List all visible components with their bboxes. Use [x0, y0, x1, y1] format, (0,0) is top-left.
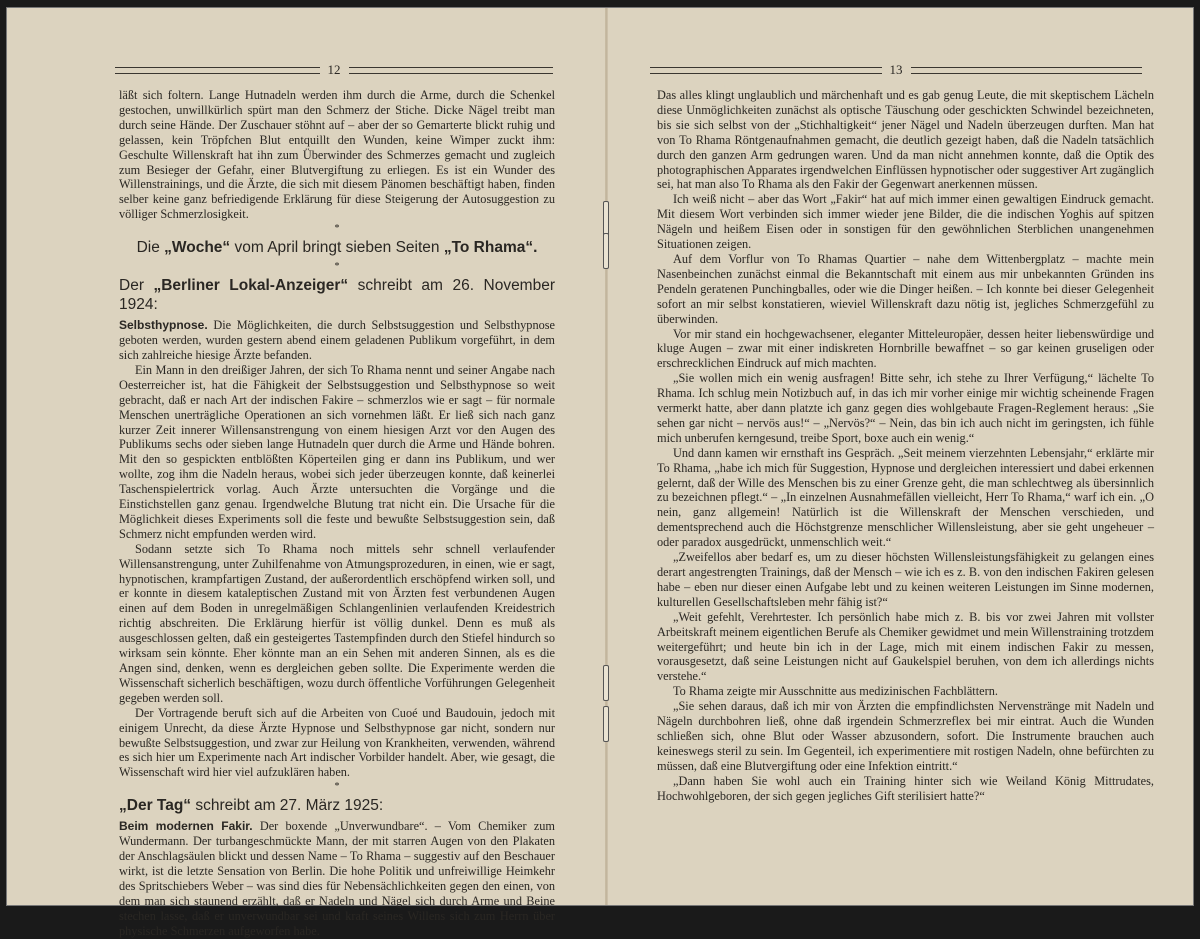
der-tag-paragraph: Beim modernen Fakir. Der boxende „Unverwundbare“. – Vom Chemiker zum Wundermann. Der turbangeschmückte Mann, der mit starren Augen von den Plakaten der Anschlagsäulen blickt und dessen Name – To Rhama – suggestiv auf den Beschauer wirkt, ist die letzte Sensation von Berlin. Die hohe Politik und unfreiwillige Heimkehr des Spritschiebers Weber – was sind dies für Nebensächlichkeiten gegen den einen, von dem man sich staunend erzählt, daß er Nadeln und Nägel sich durch Arme und Beine stechen lasse, daß er unverwundbar sei und kraft seines Willens sich zum Herrn über physische Schmerzen aufgeworfen habe. — [119, 819, 555, 938]
divider-star: * — [334, 223, 340, 235]
lokal-paragraph: Der Vortragende beruft sich auf die Arbeiten von Cuoé und Baudouin, jedoch mit einigem Unrecht, da diese Ärzte Hypnose und Selbsthypnose gar nicht, sondern nur bewußte Selbstsuggestion, und zwar zur Heilung von Krankheiten, verwenden, während es sich hier um Experimente nach Art indischer Vorbilder handelt. Aber, wie gesagt, die Wissenschaft wird hier viel aufzuklären haben. — [119, 705, 555, 780]
lokal-paragraph: Selbsthypnose. Die Möglichkeiten, die durch Selbstsuggestion und Selbsthypnose geboten werden, wurden gestern abend einem geladenen Publikum vorgeführt, in dem sich zahlreiche hiesige Ärzte befanden. — [119, 318, 555, 362]
paragraph: „Dann haben Sie wohl auch ein Training hinter sich wie Weiland König Mittrudates, Hochwohlgeboren, der sich gegen jegliches Gift sterilisiert hatte?“ — [657, 773, 1154, 803]
header-rule — [115, 67, 320, 74]
book-spread — [6, 7, 1194, 938]
page-header — [115, 60, 553, 80]
divider-star: * — [334, 781, 340, 793]
header-rule — [911, 67, 1143, 74]
paragraph: „Sie wollen mich ein wenig ausfragen! Bitte sehr, ich stehe zu Ihrer Verfügung,“ lächelte To Rhama. Ich schlug mein Notizbuch auf, in das ich mir vorher einige mir wichtig scheinende Fragen vermerkt hatte, aber dann platzte ich ganz gegen dies wohlgebaute Fragen-Reglement heraus: „Sie sehen gar nicht – nervös aus!“ – „Nervös?“ – Nein, das bin ich auch nicht im geringsten, ich fühle mich unberufen kerngesund, treibe Sport, boxe auch ein wenig.“ — [657, 371, 1154, 445]
paragraph: „Sie sehen daraus, daß ich mir von Ärzten die empfindlichsten Nervenstränge mit Nadeln und Nägeln durchbohren ließ, ohne daß irgendein Schmerzreflex bei mir eintrat. Auch die Wunden schließen sich, ohne Blut oder Wasser abzusondern, sofort. Die Instrumente brauchen auch keineswegs steril zu sein. Im Gegenteil, ich experimentiere mit rostigen Nadeln, ohne befürchten zu müssen, daß eine Blutvergiftung oder eine Infektion eintritt.“ — [657, 699, 1154, 773]
header-rule — [349, 67, 554, 74]
lokal-paragraph: Ein Mann in den dreißiger Jahren, der sich To Rhama nennt und seiner Angabe nach Oesterreicher ist, hat die Fähigkeit der Selbstsuggestion und Selbsthypnose so weit gebracht, daß er nach Art der indischen Fakire – schmerzlos wie er sagt – für normale Menschen unerträgliche Operationen an sich vornehmen läßt. Er ließ sich nach ganz kurzer Zeit innerer Willensanstrengung von einem hiesigen Arzt vor den Augen des Publikums sechs oder sieben lange Hutnadeln quer durch die Arme und Hände bohren. Mit den so gespickten entblößten Köperteilen ging er dann ins Publikum, und wer wollte, zog ihm die Nadeln heraus, wobei sich jeder überzeugen konnte, daß keinerlei Taschenspielertrick vorlag. Auch Ärzte untersuchten die Vorgänge und die Einstichstellen ganz genau. Irgendwelche Blutung trat nicht ein. Die Ursache für die Möglichkeit dieses Experiments soll die feste und bewußte Selbstsuggestion sein, daß Schmerz nicht empfunden werden wird. — [119, 362, 555, 541]
paragraph: To Rhama zeigte mir Ausschnitte aus medizinischen Fachblättern. — [673, 684, 998, 699]
intro-paragraph: läßt sich foltern. Lange Hutnadeln werden ihm durch die Arme, durch die Schenkel gestochen, unwillkürlich spürt man den Schmerz der Stiche. Dicke Nägel treibt man durch seine Hände. Der Zuschauer stöhnt auf – aber der so Gemarterte blickt ruhig und gelassen, kein Tröpfchen Blut entquillt den Wunden, keine Wimper zuckt ihm: Geschulte Willenskraft hat ihn zum Überwinder des Schmerzes gemacht und zugleich zum Besieger der Gefahr, einer Blutvergiftung zu erliegen. Es ist ein Wunder des Willenstrainings, und die Ärzte, die sich mit diesem Pänomen beschäftigt haben, finden selber keine ganz befriedigende Erklärung für diese Steigerung der Autosuggestion zu völliger Schmerzlosigkeit. — [119, 88, 555, 222]
paragraph: „Zweifellos aber bedarf es, um zu dieser höchsten Willensleistungsfähigkeit zu gelangen eines derart angestrengten Trainings, daß der Mensch – wie ich es z. B. von den indischen Fakiren gelesen habe – eben nur dieser einen Aufgabe lebt und zu keinen weiteren Leistungen im Sinne modernen, kulturellen Gesellschaftsleben mehr fähig ist?“ — [657, 550, 1154, 609]
paragraph: Ich weiß nicht – aber das Wort „Fakir“ hat auf mich immer einen gewaltigen Eindruck gemacht. Mit diesem Wort verbinden sich immer wieder jene Bilder, die die indischen Yoghis auf spitzen Nägeln und heißem Eisen oder in sonstigen für den gewöhnlichen Sterblichen unangenehmen Situationen zeigen. — [657, 192, 1154, 252]
page-header — [650, 60, 1142, 80]
right-page — [606, 8, 1195, 905]
paragraph: Vor mir stand ein hochgewachsener, eleganter Mitteleuropäer, dessen heiter liebenswürdige und kluge Augen – zwar mit einer indiskreten Hornbrille bewaffnet – so gar keinen gruseligen oder erschrecklichen Eindruck auf mich machten. — [657, 326, 1154, 371]
right-column — [657, 88, 1154, 804]
paragraph: „Weit gefehlt, Verehrtester. Ich persönlich habe mich z. B. bis vor zwei Jahren mit vollster Arbeitskraft meinem eigentlichen Berufe als Chemiker gewidmet und mein Willenstraining trotzdem weitergeführt; und heute bin ich in der Lage, mich mit einem indischen Fakir zu messen, vorausgesetzt, daß seine Leistungen nicht auf Gaukelspiel beruhen, von dem ich allerdings nichts verstehe.“ — [657, 609, 1154, 684]
header-rule — [650, 67, 882, 74]
left-page — [7, 8, 606, 938]
page-number: 12 — [327, 62, 341, 77]
left-column — [119, 88, 555, 939]
lokal-paragraph: Sodann setzte sich To Rhama noch mittels sehr schnell verlaufender Willensanstrengung, unter Zuhilfenahme von Atmungsprozeduren, in einen, wie er sagt, hypnotischen, krampfartigen Zustand, der außerordentlich erschöpfend wirken soll, und er konnte in diesem kataleptischen Zustand mit von Ärzten fest verbundenen Augen einen auf dem Boden in unregelmäßigen Schlangenlinien verlaufenden Kreidestrich richtig abschreiten. Die Erklärung hierfür ist völlig dunkel. Denn es muß als ausgeschlossen gelten, daß ein gesteigertes Tastempfinden durch den Stiefel hindurch so wirksam sein könnte. Eher könnte man an ein Sehen mit anderen Sinnen, als es die Angen sind, denken, wenn es dergleichen geben sollte. Die Experimente werden die Wissenschaft sicherlich beschäftigen, wozu durch öffentliche Vorführungen Gelegenheit gegeben werden soll. — [119, 541, 555, 705]
page-number: 13 — [889, 62, 903, 77]
paragraph: Auf dem Vorflur von To Rhamas Quartier – nahe dem Wittenbergplatz – machte mein Nasenbeinchen zunächst einmal die Bekanntschaft mit einem aus mir unbekannten Gründen ins Pendeln geratenen Punchingballes, oder wie die Dinger heißen. – Ich konnte bei dieser Gelegenheit sofort an mir selbst konstatieren, wieviel Willenskraft dazu nötig ist, jegliches Schmerzgefühl zu überwinden. — [657, 251, 1154, 326]
der-tag-heading: „Der Tag“ schreibt am 27. März 1925: — [119, 797, 384, 815]
woche-heading: Die „Woche“ vom April bringt sieben Seiten „To Rhama“. — [136, 239, 538, 257]
lokal-anzeiger-heading: Der „Berliner Lokal-Anzeiger“ schreibt am 26. November 1924: — [119, 277, 555, 314]
paragraph: Und dann kamen wir ernsthaft ins Gespräch. „Seit meinem vierzehnten Lebensjahr,“ erklärte mir To Rhama, „habe ich mich für Suggestion, Hypnose und dergleichen interessiert und dabei erkennen gelernt, daß der Wille des Menschen bis zu einer Grenze geht, die man schlechtweg als übersinnlich zu bezeichnen pflegt.“ – „In einzelnen Ausnahmefällen vielleicht, Herr To Rhama,“ warf ich ein. „O nein, ganz allgemein! Natürlich ist die Willenskraft der Menschen verschieden, und dementsprechend auch die Höchstgrenze menschlicher Willensleistung, aber sie geht ungeheuer – oder paradox ausgedrückt, unmenschlich weit.“ — [657, 445, 1154, 550]
paragraph: Das alles klingt unglaublich und märchenhaft und es gab genug Leute, die mit skeptischem Lächeln diese Unmöglichkeiten zunächst als optische Täuschung oder geschickten Schwindel bezeichneten, bis sie sich selbst von der „Stichhaltigkeit“ jener Nägel und Nadeln überzeugen durften. Man hat von To Rhama Röntgenaufnahmen gemacht, die deutlich gezeigt haben, daß die Nadeln tatsächlich durch den ganzen Arm gedrungen waren. Und da man nicht annehmen konnte, daß die Optik des photographischen Apparates irgendwelchen Einflüssen hypnotischer oder suggestiver Art zugänglich sei, hat man also To Rhama als den Fakir der Gegenwart anerkennen müssen. — [657, 88, 1154, 192]
divider-star: * — [334, 261, 340, 273]
